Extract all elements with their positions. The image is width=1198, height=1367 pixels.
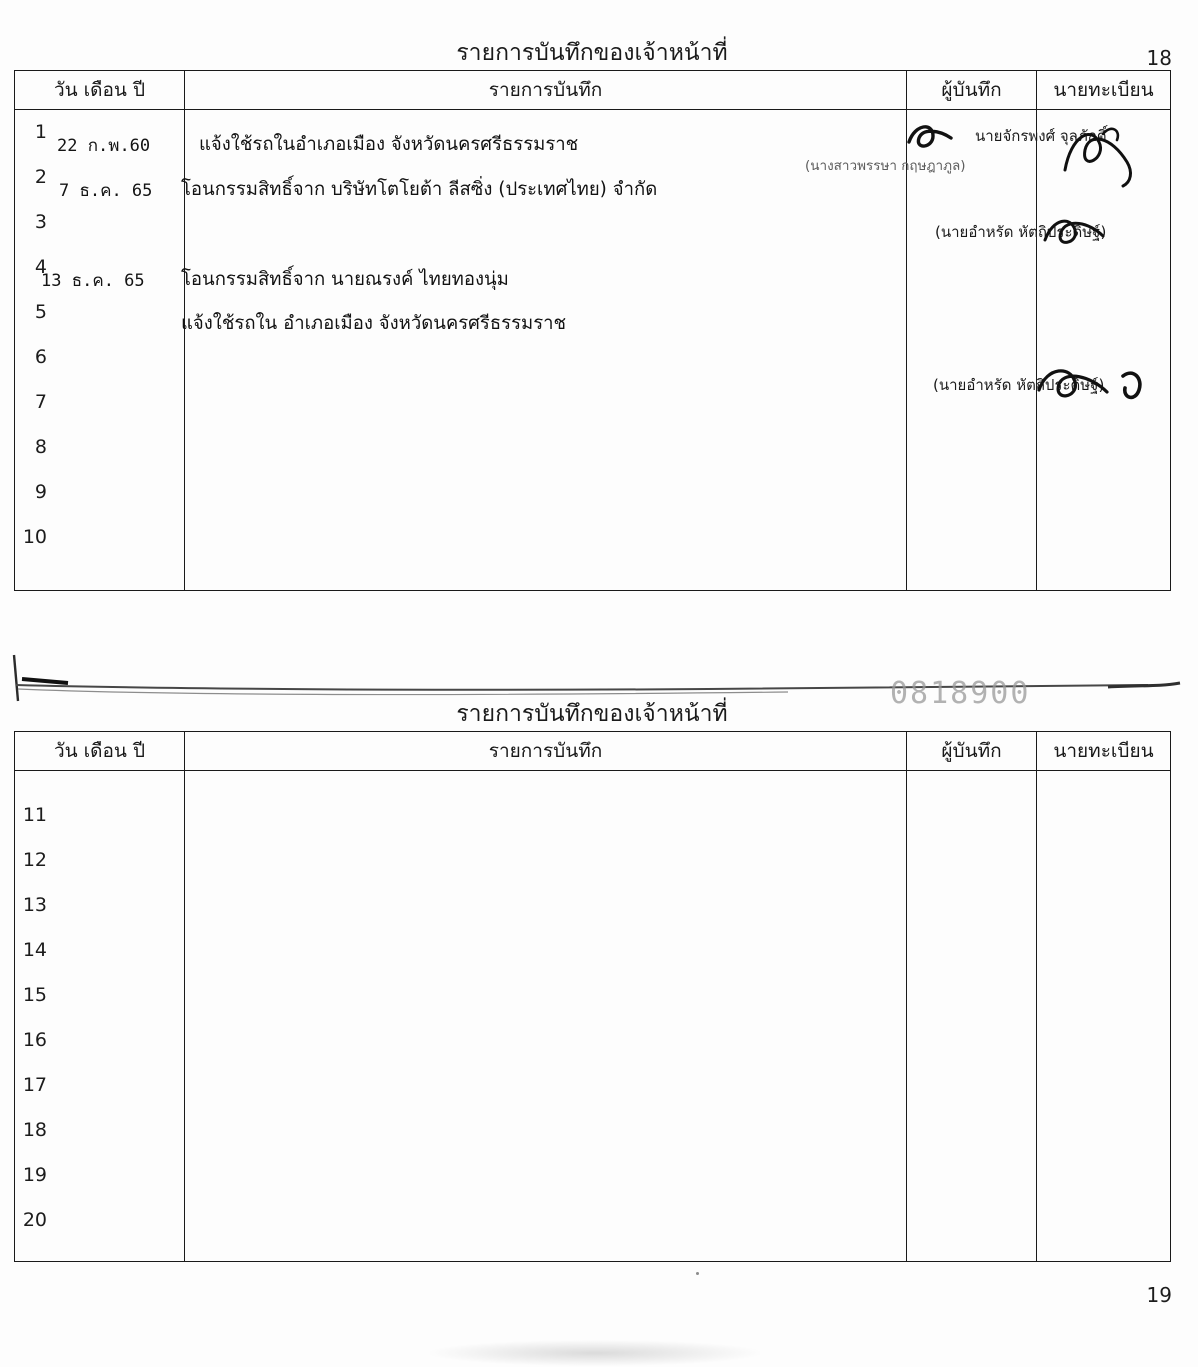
line-number: 17 bbox=[22, 1074, 47, 1096]
bottom-scan-smudge bbox=[430, 1340, 760, 1366]
cell-registrar-top bbox=[933, 110, 1171, 591]
block-title-top: รายการบันทึกของเจ้าหน้าที่ bbox=[456, 40, 728, 66]
ledger-table-top bbox=[14, 70, 1171, 591]
column-header-recorder: ผู้บันทึก bbox=[907, 732, 1037, 771]
column-header-date: วัน เดือน ปี bbox=[15, 71, 185, 110]
table-body-row bbox=[15, 110, 1171, 591]
cell-registrar-bottom bbox=[1037, 771, 1171, 1262]
line-number: 10 bbox=[22, 526, 47, 548]
table-header-row bbox=[15, 732, 1171, 771]
column-header-entry: รายการบันทึก bbox=[185, 732, 907, 771]
line-number: 1 bbox=[34, 121, 47, 143]
column-header-registrar: นายทะเบียน bbox=[1037, 732, 1171, 771]
recorder-signature-name: (นางสาวพรรษา กฤษฎาภูล) bbox=[805, 158, 966, 174]
cell-recorder-top bbox=[805, 110, 1037, 591]
handwritten-entry: แจ้งใช้รถในอำเภอเมือง จังหวัดนครศรีธรรมราช bbox=[199, 134, 579, 155]
page-number-top: 18 bbox=[1146, 46, 1172, 70]
column-header-recorder: ผู้บันทึก bbox=[907, 71, 1037, 110]
ledger-block-bottom bbox=[14, 697, 1170, 1262]
line-number: 8 bbox=[34, 436, 47, 458]
line-number: 19 bbox=[22, 1164, 47, 1186]
block-title-bottom: รายการบันทึกของเจ้าหน้าที่ bbox=[456, 701, 728, 727]
line-number: 7 bbox=[34, 391, 47, 413]
registrar-signature-name: นายจักรพงศ์ จุลภักดิ์ bbox=[975, 127, 1107, 145]
line-number: 4 bbox=[34, 256, 47, 278]
line-number: 5 bbox=[34, 301, 47, 323]
registrar-signature-name: (นายอำหรัด หัตถิประดิษฐ์) bbox=[933, 376, 1105, 394]
line-number: 15 bbox=[22, 984, 47, 1006]
cell-dates-bottom bbox=[15, 771, 185, 1262]
cell-entries-bottom bbox=[185, 771, 907, 1262]
column-header-date: วัน เดือน ปี bbox=[15, 732, 185, 771]
line-number-column-top bbox=[15, 110, 53, 560]
table-body-row bbox=[15, 771, 1171, 1262]
ledger-table-bottom bbox=[14, 731, 1171, 1262]
handwritten-entry: โอนกรรมสิทธิ์จาก บริษัทโตโยต้า ลีสซิ่ง (ประเทศไทย) จำกัด bbox=[181, 179, 658, 200]
cell-recorder-bottom bbox=[907, 771, 1037, 1262]
line-number: 18 bbox=[22, 1119, 47, 1141]
line-number-column-bottom bbox=[15, 793, 53, 1243]
line-number: 3 bbox=[34, 211, 47, 233]
line-number: 13 bbox=[22, 894, 47, 916]
handwritten-entry: โอนกรรมสิทธิ์จาก นายณรงค์ ไทยทองนุ่ม bbox=[181, 269, 509, 290]
line-number: 12 bbox=[22, 849, 47, 871]
line-number: 20 bbox=[22, 1209, 47, 1231]
handwritten-date: 13 ธ.ค. 65 bbox=[41, 271, 145, 291]
table-header-row bbox=[15, 71, 1171, 110]
line-number: 2 bbox=[34, 166, 47, 188]
handwritten-date: 7 ธ.ค. 65 bbox=[59, 181, 153, 201]
column-header-registrar: นายทะเบียน bbox=[1037, 71, 1171, 110]
line-number: 6 bbox=[34, 346, 47, 368]
page-number-bottom: 19 bbox=[1146, 1283, 1172, 1307]
ledger-block-top bbox=[14, 36, 1170, 591]
smudged-stamp-number: 0818900 bbox=[890, 676, 1031, 711]
cell-dates-top bbox=[15, 110, 185, 591]
line-number: 14 bbox=[22, 939, 47, 961]
handwritten-date: 22 ก.พ.60 bbox=[57, 136, 151, 156]
line-number: 9 bbox=[34, 481, 47, 503]
registrar-signature-name: (นายอำหรัด หัตถิประดิษฐ์) bbox=[935, 223, 1107, 241]
handwritten-entry: แจ้งใช้รถใน อำเภอเมือง จังหวัดนครศรีธรรมราช bbox=[181, 313, 567, 334]
line-number: 11 bbox=[22, 804, 47, 826]
line-number: 16 bbox=[22, 1029, 47, 1051]
scan-speck bbox=[696, 1272, 699, 1275]
cell-entries-top bbox=[181, 110, 907, 591]
column-header-entry: รายการบันทึก bbox=[185, 71, 907, 110]
